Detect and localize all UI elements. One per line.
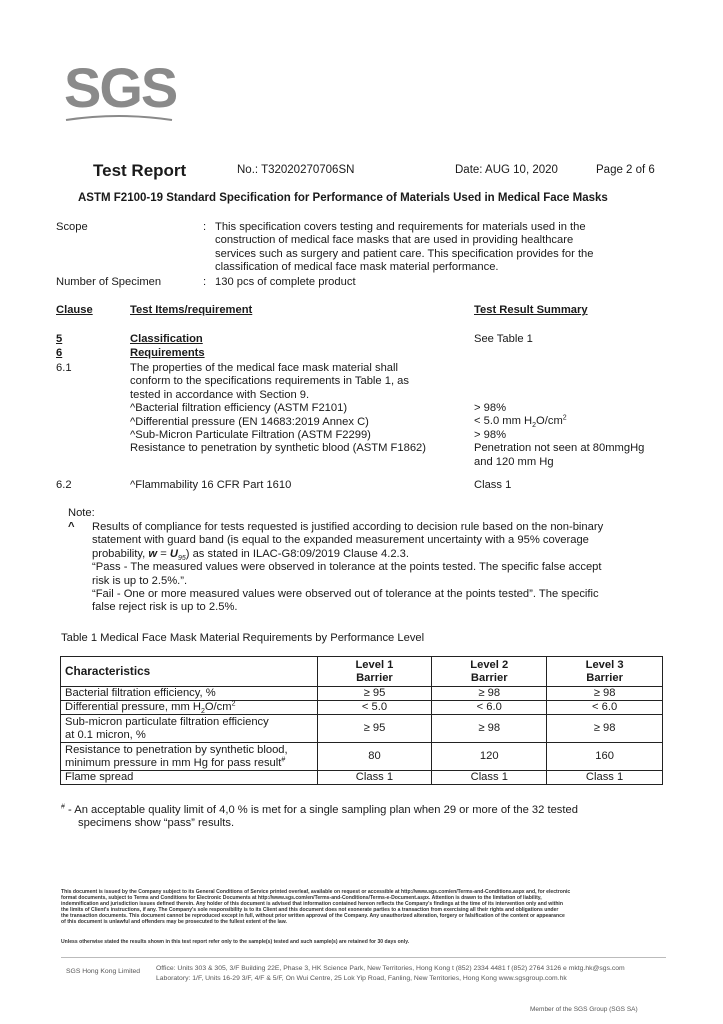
cell-value: 160 <box>547 743 663 771</box>
legal-disclaimer: This document is issued by the Company subject to its General Conditions of Service printed overleaf, available on request or accessible at http://www.sgs.com/en/Terms-and-Conditions.aspx and, for electronic format documents, subject to Terms and Conditions for Electronic Documents at http://www.sgs.com/en/Terms-and-Conditions/Terms-e-Document.aspx. Attention is drawn to the limitation of liability, indemnification and jurisdiction issues defined therein. Any holder of this document is advised that information contained hereon reflects the Company's findings at the time of its intervention only and within the limits of Client's instructions, if any. The Company's sole responsibility is to its Client and this document does not exonerate parties to a transaction from exercising all their rights and obligations under the transaction documents. This document cannot be reproduced except in full, without prior written approval of the Company. Any unauthorized alteration, forgery or falsification of the content or appearance of this document is unlawful and offenders may be prosecuted to the fullest extent of the law. <box>61 889 571 926</box>
row-label: Flame spread <box>61 771 318 785</box>
logo-curve-icon <box>64 114 174 122</box>
retention-notice: Unless otherwise stated the results shown in this test report refer only to the sample(s) tested and such sample(s) are retained for 30 days only. <box>61 939 410 945</box>
col-summary: Test Result Summary <box>474 304 588 316</box>
report-title: Test Report <box>93 161 187 180</box>
clause-6-1-text <box>130 362 470 456</box>
bfe-item: ^Bacterial filtration efficiency (ASTM F2101) <box>130 402 348 415</box>
note-line: statement with guard band (is equal to the expanded measurement uncertainty with a 95% coverage <box>92 534 589 547</box>
fail-line-2: false reject risk is up to 2.5%. <box>92 601 238 614</box>
col-items: Test Items/requirement <box>130 304 253 316</box>
scope-text <box>215 221 645 275</box>
logo-text: SGS <box>64 56 177 119</box>
bfe-result: > 98% <box>474 402 507 414</box>
note-text <box>92 521 672 615</box>
note-line: probability, $w = U_{95}$) as stated in ILAC-G8:09/2019 Clause 4.2.3. <box>92 547 409 563</box>
cell-value: ≥ 98 <box>547 687 663 701</box>
header-level-3: Level 3 Barrier <box>547 657 663 687</box>
row-label: Sub-micron particulate filtration efficiency at 0.1 micron, % <box>61 715 318 743</box>
dp-result: < 5.0 mm $H_2O/cm^2$ <box>474 414 567 430</box>
clause-6-1-results <box>474 402 664 469</box>
specimen-label: Number of Specimen <box>56 276 162 288</box>
member-notice: Member of the SGS Group (SGS SA) <box>530 1006 638 1013</box>
clause-line: tested in accordance with Section 9. <box>130 388 310 401</box>
clause-6-number: 6 <box>56 347 63 359</box>
row-label: Resistance to penetration by synthetic blood, minimum pressure in mm Hg for pass result# <box>61 743 318 771</box>
scope-colon: : <box>203 221 207 233</box>
cell-value: < 5.0 <box>317 701 432 715</box>
cell-value: 120 <box>432 743 547 771</box>
pass-line-1: “Pass - The measured values were observed in tolerance at the points tested. The specific false accept <box>92 561 602 574</box>
standard-title: ASTM F2100-19 Standard Specification for Performance of Materials Used in Medical Face Masks <box>78 192 608 204</box>
cell-value: < 6.0 <box>547 701 663 715</box>
table-row <box>61 701 663 715</box>
pass-line-2: risk is up to 2.5%.”. <box>92 574 188 587</box>
cell-value: < 6.0 <box>432 701 547 715</box>
report-date: Date: AUG 10, 2020 <box>455 164 558 176</box>
footnote-line-1: # - An acceptable quality limit of 4,0 % is met for a single sampling plan when 29 or more of the 32 tested <box>61 803 578 816</box>
header-characteristics: Characteristics <box>61 657 318 687</box>
dp-item: ^Differential pressure (EN 14683:2019 Annex C) <box>130 415 369 428</box>
address-block <box>156 964 676 984</box>
footnote-line-2: specimens show “pass” results. <box>78 817 235 830</box>
scope-line: This specification covers testing and requirements for materials used in the <box>215 221 586 233</box>
note-label: Note: <box>68 507 95 519</box>
row-label: Bacterial filtration efficiency, % <box>61 687 318 701</box>
scope-line: classification of medical face mask material performance. <box>215 261 499 274</box>
header-level-1: Level 1 Barrier <box>317 657 432 687</box>
clause-5-item: Classification <box>130 333 203 345</box>
footer-divider <box>61 957 666 958</box>
company-name: SGS Hong Kong Limited <box>66 968 141 975</box>
scope-label: Scope <box>56 221 88 233</box>
blood-result-2: and 120 mm Hg <box>474 455 554 468</box>
note-line: Results of compliance for tests requested is justified according to decision rule based on the non-binary <box>92 521 604 533</box>
clause-line: conform to the specifications requirements in Table 1, as <box>130 375 410 388</box>
pfe-result: > 98% <box>474 428 507 441</box>
specimen-value: 130 pcs of complete product <box>215 276 356 288</box>
fail-line-1: “Fail - One or more measured values were observed out of tolerance at the points tested”. The specific <box>92 588 599 601</box>
header-level-2: Level 2 Barrier <box>432 657 547 687</box>
cell-value: ≥ 95 <box>317 715 432 743</box>
cell-value: ≥ 98 <box>432 715 547 743</box>
clause-line: The properties of the medical face mask material shall <box>130 362 398 374</box>
lab-address: Laboratory: 1/F, Units 16-29 3/F, 4/F & 5/F, On Wui Centre, 25 Lok Yip Road, Fanling, New Territories, Hong Kong www.sgsgroup.com.hk <box>156 975 567 982</box>
cell-value: 80 <box>317 743 432 771</box>
clause-6-1-number: 6.1 <box>56 362 72 374</box>
scope-line: construction of medical face masks that are used in providing healthcare <box>215 234 574 247</box>
specimen-colon: : <box>203 276 207 288</box>
col-clause: Clause <box>56 304 93 316</box>
table-row <box>61 687 663 701</box>
clause-5-result: See Table 1 <box>474 333 533 345</box>
clause-6-2-result: Class 1 <box>474 479 512 491</box>
cell-value: Class 1 <box>547 771 663 785</box>
table-caption: Table 1 Medical Face Mask Material Requirements by Performance Level <box>61 632 425 644</box>
note-caret: ^ <box>68 521 75 533</box>
table-header-row <box>61 657 663 687</box>
table-row <box>61 771 663 785</box>
table-row <box>61 715 663 743</box>
page-number: Page 2 of 6 <box>596 164 655 176</box>
scope-line: services such as surgery and patient care. This specification provides for the <box>215 247 594 260</box>
pfe-item: ^Sub-Micron Particulate Filtration (ASTM F2299) <box>130 429 371 442</box>
table-row <box>61 743 663 771</box>
clause-6-2-number: 6.2 <box>56 479 72 491</box>
cell-value: Class 1 <box>432 771 547 785</box>
requirements-table <box>60 656 663 785</box>
cell-value: ≥ 98 <box>432 687 547 701</box>
clause-6-2-item: ^Flammability 16 CFR Part 1610 <box>130 479 292 491</box>
row-label: Differential pressure, mm $H_2O/cm^2$ <box>61 701 318 715</box>
report-number: No.: T32020270706SN <box>237 164 355 176</box>
blood-result-1: Penetration not seen at 80mmgHg <box>474 442 645 455</box>
office-address: Office: Units 303 & 305, 3/F Building 22E, Phase 3, HK Science Park, New Territories, Hong Kong t (852) 2334 4481 f (852) 2764 3126 e mktg.hk@sgs.com <box>156 965 625 972</box>
clause-5-number: 5 <box>56 333 63 345</box>
footnote <box>61 804 671 831</box>
cell-value: Class 1 <box>317 771 432 785</box>
cell-value: ≥ 95 <box>317 687 432 701</box>
blood-item: Resistance to penetration by synthetic blood (ASTM F1862) <box>130 442 426 455</box>
sgs-logo <box>64 56 177 122</box>
clause-6-item: Requirements <box>130 347 205 359</box>
cell-value: ≥ 98 <box>547 715 663 743</box>
